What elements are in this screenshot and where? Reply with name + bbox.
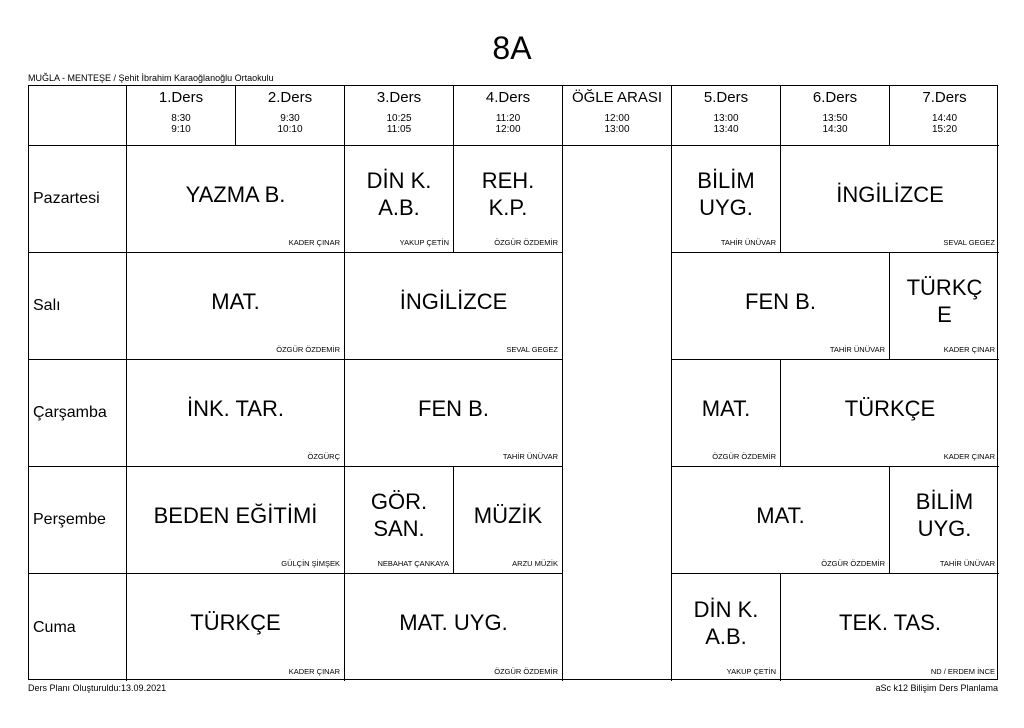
period-header-lunch bbox=[563, 86, 672, 146]
lesson-subject: DİN K. A.B. bbox=[693, 596, 759, 649]
lesson-teacher: YAKUP ÇETİN bbox=[726, 667, 776, 676]
lesson-subject: FEN B. bbox=[745, 288, 816, 314]
lesson-subject: TEK. TAS. bbox=[839, 610, 941, 635]
period-header-6 bbox=[781, 86, 890, 146]
lesson-subject: TÜRKÇ E bbox=[906, 275, 983, 327]
period-header-5 bbox=[672, 86, 781, 146]
period-end: 12:00 bbox=[495, 124, 521, 135]
period-end: 13:00 bbox=[604, 124, 630, 135]
lesson-subject: MAT. bbox=[756, 502, 805, 528]
lesson-cell[interactable] bbox=[127, 146, 345, 253]
lesson-cell[interactable] bbox=[345, 253, 563, 360]
day-label-thursday: Perşembe bbox=[29, 467, 127, 574]
period-end: 15:20 bbox=[931, 124, 958, 135]
lesson-teacher: ND / ERDEM İNCE bbox=[930, 667, 995, 676]
lesson-subject: İNGİLİZCE bbox=[836, 181, 944, 207]
timetable-grid bbox=[28, 85, 998, 680]
lesson-subject: MAT. bbox=[701, 395, 751, 421]
lesson-subject: YAZMA B. bbox=[185, 181, 286, 207]
lesson-cell[interactable] bbox=[672, 360, 781, 467]
lesson-cell[interactable] bbox=[890, 467, 999, 574]
lesson-teacher: SEVAL GEGEZ bbox=[506, 345, 558, 354]
lesson-teacher: ÖZGÜR ÖZDEMİR bbox=[494, 667, 558, 676]
lesson-teacher: ÖZGÜR ÖZDEMİR bbox=[276, 345, 340, 354]
lesson-teacher: KADER ÇINAR bbox=[288, 238, 340, 247]
lesson-cell[interactable] bbox=[127, 574, 345, 681]
lesson-subject: FEN B. bbox=[418, 395, 489, 421]
lesson-subject: TÜRKÇE bbox=[844, 395, 936, 421]
period-start: 9:30 bbox=[280, 113, 300, 124]
lesson-subject: BEDEN EĞİTİMİ bbox=[153, 502, 318, 528]
lesson-subject: MAT. bbox=[211, 288, 260, 314]
period-end: 10:10 bbox=[277, 124, 303, 135]
lesson-teacher: KADER ÇINAR bbox=[943, 452, 995, 461]
lesson-cell[interactable] bbox=[672, 574, 781, 681]
period-start: 10:25 bbox=[386, 113, 412, 124]
lesson-cell[interactable] bbox=[345, 360, 563, 467]
lesson-cell[interactable] bbox=[672, 146, 781, 253]
lesson-teacher: GÜLÇİN ŞİMŞEK bbox=[281, 559, 340, 568]
period-start: 12:00 bbox=[604, 113, 630, 124]
period-header-1 bbox=[127, 86, 236, 146]
lesson-teacher: TAHİR ÜNÜVAR bbox=[829, 345, 885, 354]
lesson-cell[interactable] bbox=[454, 146, 563, 253]
corner-cell bbox=[29, 86, 127, 146]
created-date-note: Ders Planı Oluşturuldu:13.09.2021 bbox=[28, 683, 167, 693]
lesson-cell[interactable] bbox=[781, 360, 999, 467]
period-name: 3.Ders bbox=[376, 89, 422, 106]
lesson-cell[interactable] bbox=[890, 253, 999, 360]
period-name: 6.Ders bbox=[812, 89, 858, 106]
lesson-subject: İNK. TAR. bbox=[187, 395, 284, 421]
day-label-friday: Cuma bbox=[29, 574, 127, 681]
lesson-teacher: ÖZGÜR ÖZDEMİR bbox=[494, 238, 558, 247]
period-name: 1.Ders bbox=[158, 89, 204, 106]
day-label-wednesday: Çarşamba bbox=[29, 360, 127, 467]
period-end: 11:05 bbox=[386, 124, 412, 135]
lesson-teacher: ÖZGÜR ÖZDEMİR bbox=[712, 452, 776, 461]
period-end: 13:40 bbox=[713, 124, 739, 135]
lesson-subject: MÜZİK bbox=[473, 502, 543, 528]
lesson-subject: İNGİLİZCE bbox=[399, 288, 508, 314]
lesson-cell[interactable] bbox=[781, 574, 999, 681]
period-start: 8:30 bbox=[171, 113, 191, 124]
lesson-subject: REH. K.P. bbox=[481, 168, 535, 220]
period-name: 4.Ders bbox=[485, 89, 531, 106]
period-name: ÖĞLE ARASI bbox=[571, 89, 663, 106]
period-header-2 bbox=[236, 86, 345, 146]
lesson-teacher: TAHİR ÜNÜVAR bbox=[502, 452, 558, 461]
lesson-cell[interactable] bbox=[672, 467, 890, 574]
lesson-teacher: KADER ÇINAR bbox=[288, 667, 340, 676]
lesson-subject: DİN K. A.B. bbox=[366, 168, 432, 220]
period-start: 13:50 bbox=[822, 113, 848, 124]
period-start: 14:40 bbox=[931, 113, 958, 124]
lesson-subject: BİLİM UYG. bbox=[697, 168, 755, 220]
lesson-teacher: SEVAL GEGEZ bbox=[943, 238, 995, 247]
lesson-teacher: ARZU MÜZİK bbox=[512, 559, 558, 568]
school-name: MUĞLA - MENTEŞE / Şehit İbrahim Karaoğlanoğlu Ortaokulu bbox=[28, 73, 274, 83]
lesson-teacher: TAHİR ÜNÜVAR bbox=[720, 238, 776, 247]
lesson-subject: MAT. UYG. bbox=[399, 610, 508, 635]
period-start: 11:20 bbox=[495, 113, 521, 124]
lesson-cell[interactable] bbox=[672, 253, 890, 360]
period-end: 14:30 bbox=[822, 124, 848, 135]
period-name: 5.Ders bbox=[703, 89, 749, 106]
lesson-cell[interactable] bbox=[127, 360, 345, 467]
lesson-teacher: KADER ÇINAR bbox=[943, 345, 995, 354]
lesson-subject: TÜRKÇE bbox=[190, 610, 281, 635]
class-title: 8A bbox=[492, 30, 532, 66]
lesson-cell[interactable] bbox=[345, 146, 454, 253]
lunch-break-column bbox=[563, 146, 672, 681]
period-name: 7.Ders bbox=[922, 89, 967, 106]
software-credit: aSc k12 Bilişim Ders Planlama bbox=[875, 683, 998, 693]
lesson-subject: GÖR. SAN. bbox=[370, 489, 428, 541]
period-header-4 bbox=[454, 86, 563, 146]
lesson-subject: BİLİM UYG. bbox=[915, 489, 974, 541]
lesson-cell[interactable] bbox=[127, 253, 345, 360]
lesson-teacher: TAHİR ÜNÜVAR bbox=[939, 559, 995, 568]
period-header-7 bbox=[890, 86, 999, 146]
lesson-teacher: YAKUP ÇETİN bbox=[399, 238, 449, 247]
lesson-cell[interactable] bbox=[127, 467, 345, 574]
lesson-cell[interactable] bbox=[454, 467, 563, 574]
day-label-monday: Pazartesi bbox=[29, 146, 127, 253]
period-end: 9:10 bbox=[171, 124, 191, 135]
lesson-teacher: NEBAHAT ÇANKAYA bbox=[377, 559, 449, 568]
lesson-cell[interactable] bbox=[345, 467, 454, 574]
period-header-3 bbox=[345, 86, 454, 146]
period-start: 13:00 bbox=[713, 113, 739, 124]
lesson-teacher: ÖZGÜRÇ bbox=[307, 452, 340, 461]
lesson-teacher: ÖZGÜR ÖZDEMİR bbox=[821, 559, 885, 568]
lesson-cell[interactable] bbox=[781, 146, 999, 253]
day-label-tuesday: Salı bbox=[29, 253, 127, 360]
period-name: 2.Ders bbox=[267, 89, 313, 106]
lesson-cell[interactable] bbox=[345, 574, 563, 681]
